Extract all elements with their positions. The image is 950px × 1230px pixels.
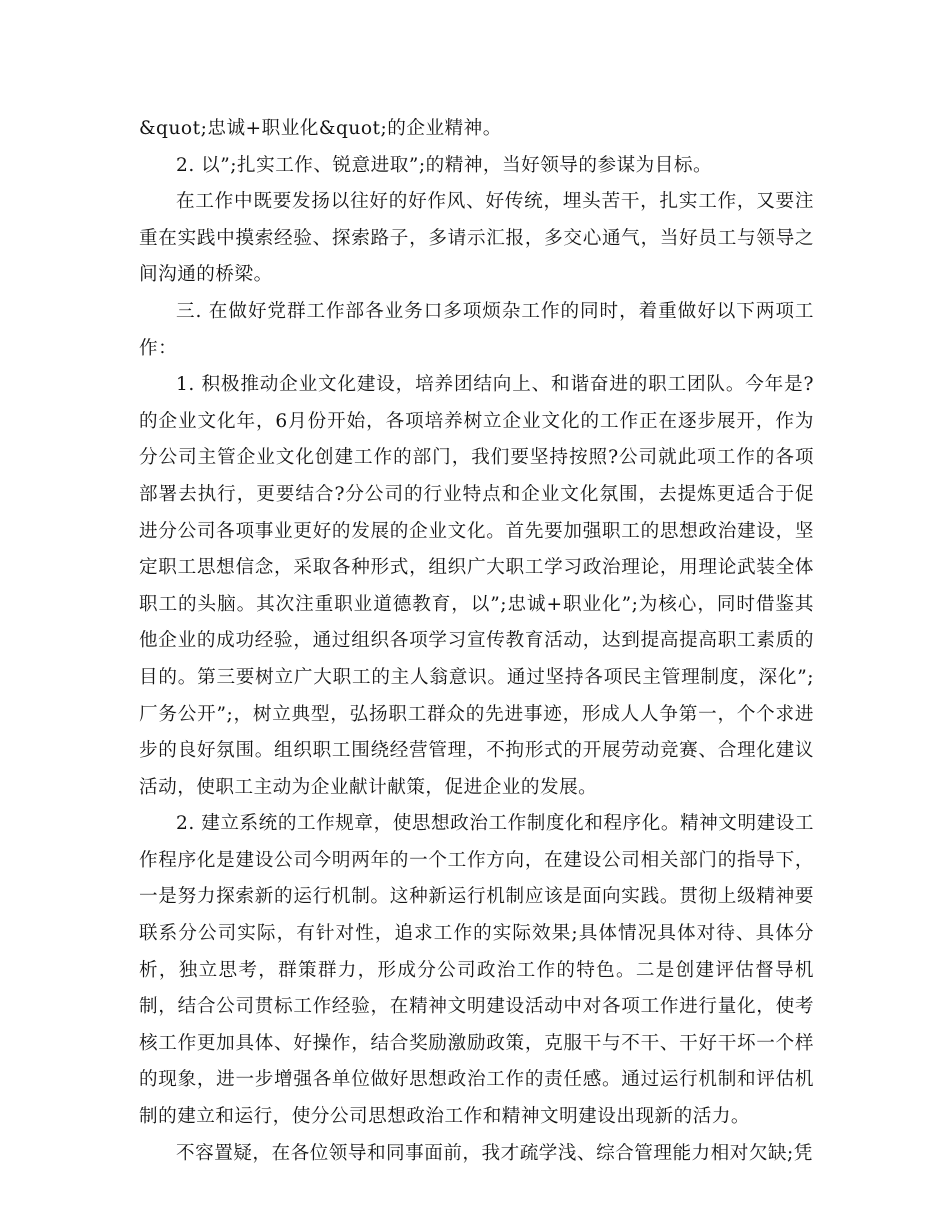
- paragraph: 不容置疑，在各位领导和同事面前，我才疏学浅、综合管理能力相对欠缺;凭: [176, 1142, 813, 1164]
- paragraph: 在工作中既要发扬以往好的好作风、好传统，埋头苦干，扎实工作，又要注重在实践中摸索经验、探索路子，多请示汇报，多交心通气，当好员工与领导之间沟通的桥梁。: [139, 191, 814, 286]
- paragraph: 三. 在做好党群工作部各业务口多项烦杂工作的同时，着重做好以下两项工作：: [139, 300, 814, 359]
- paragraph: 2. 以”;扎实工作、锐意进取”;的精神，当好领导的参谋为目标。: [176, 154, 713, 176]
- document-body: [139, 111, 814, 1172]
- paragraph: 1. 积极推动企业文化建设，培养团结向上、和谐奋进的职工团队。今年是?的企业文化年，6月份开始，各项培养树立企业文化的工作正在逐步展开，作为分公司主管企业文化创建工作的部门，我们要坚持按照?公司就此项工作的各项部署去执行，更要结合?分公司的行业特点和企业文化氛围，去提炼更适合于促进分公司各项事业更好的发展的企业文化。首先要加强职工的思想政治建设，坚定职工思想信念，采取各种形式，组织广大职工学习政治理论，用理论武装全体职工的头脑。其次注重职业道德教育，以”;忠诚+职业化”;为核心，同时借鉴其他企业的成功经验，通过组织各项学习宣传教育活动，达到提高提高职工素质的目的。第三要树立广大职工的主人翁意识。通过坚持各项民主管理制度，深化”;厂务公开”;，树立典型，弘扬职工群众的先进事迹，形成人人争第一，个个求进步的良好氛围。组织职工围绕经营管理，不拘形式的开展劳动竞赛、合理化建议活动，使职工主动为企业献计献策，促进企业的发展。: [139, 374, 814, 798]
- paragraph: 2. 建立系统的工作规章，使思想政治工作制度化和程序化。精神文明建设工作程序化是建设公司今明两年的一个工作方向，在建设公司相关部门的指导下，一是努力探索新的运行机制。这种新运行机制应该是面向实践。贯彻上级精神要联系分公司实际，有针对性，追求工作的实际效果;具体情况具体对待、具体分析，独立思考，群策群力，形成分公司政治工作的特色。二是创建评估督导机制，结合公司贯标工作经验，在精神文明建设活动中对各项工作进行量化，使考核工作更加具体、好操作，结合奖励激励政策，克服干与不干、干好干坏一个样的现象，进一步增强各单位做好思想政治工作的责任感。通过运行机制和评估机制的建立和运行，使分公司思想政治工作和精神文明建设出现新的活力。: [139, 813, 814, 1128]
- paragraph: &quot;忠诚+职业化&quot;的企业精神。: [139, 118, 502, 139]
